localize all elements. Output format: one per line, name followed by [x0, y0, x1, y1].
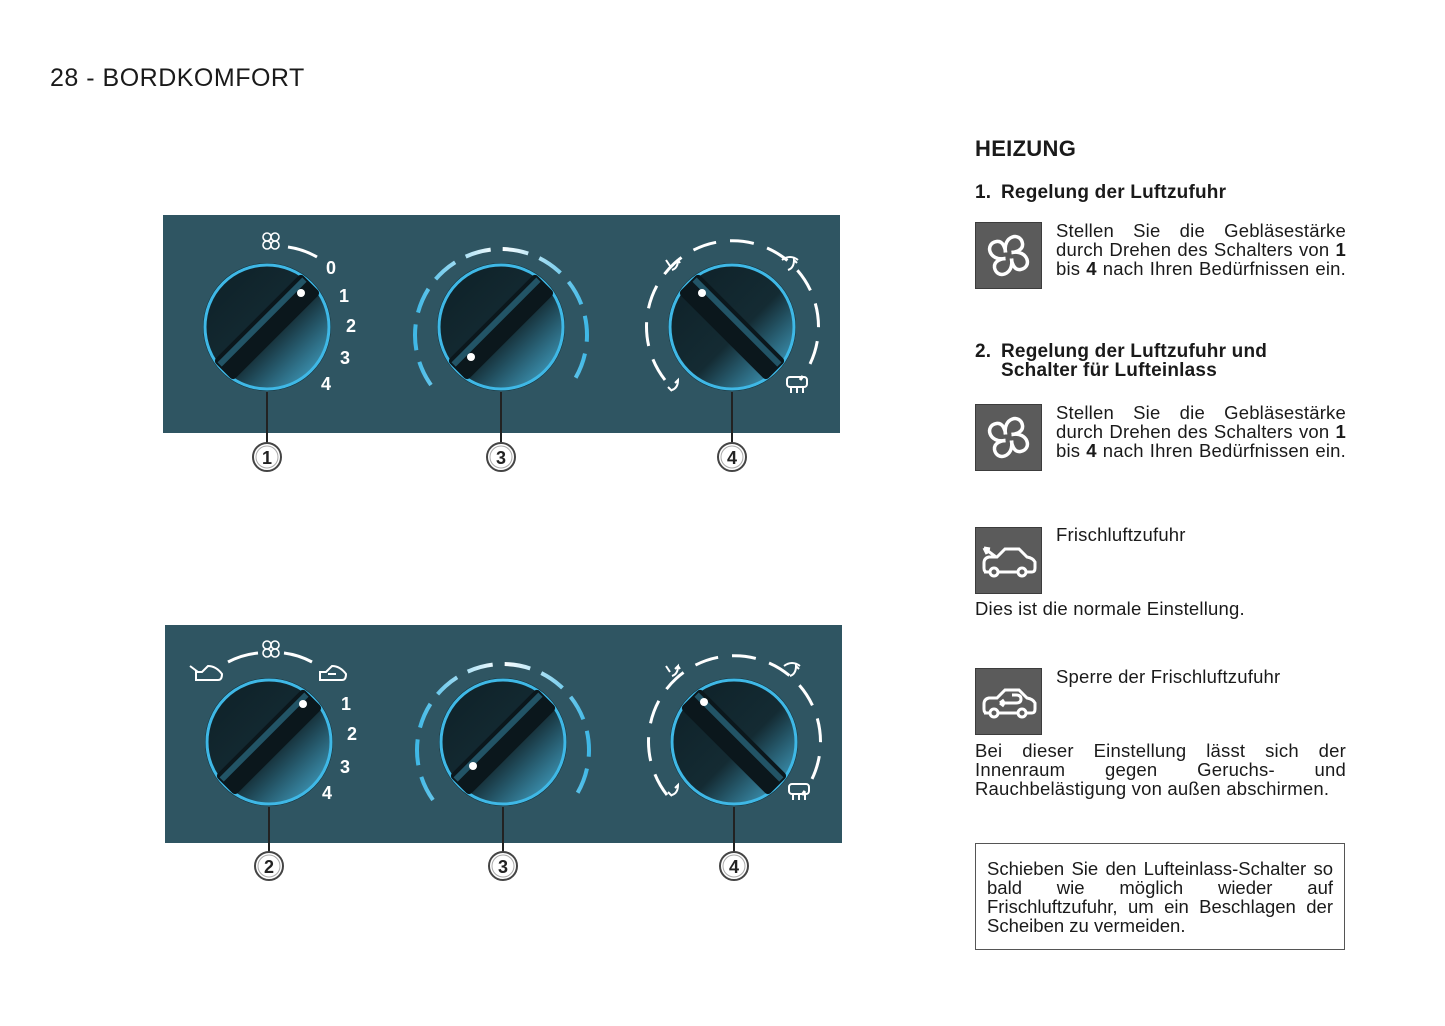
dial1-number-4: 4: [321, 374, 332, 394]
dial2-number-4: 4: [322, 783, 333, 803]
callout-3: [489, 852, 517, 880]
callout-4: [718, 443, 746, 471]
recirculation-label: Sperre der Frischluftzufuhr: [1056, 666, 1281, 687]
callout-3: [487, 443, 515, 471]
subsection-2-text: Stellen Sie die Gebläsestärke durch Drehen des Schalters von 1 bis 4 nach Ihren Bedürfnissen ein.: [1056, 402, 1346, 461]
svg-text:4: 4: [726, 448, 738, 468]
dial1-number-3: 3: [340, 348, 351, 368]
callout-1: [253, 443, 281, 471]
subsection-1-text: Stellen Sie die Gebläsestärke durch Drehen des Schalters von 1 bis 4 nach Ihren Bedürfnissen ein.: [1056, 220, 1346, 279]
subsection-2-heading: 2. Regelung der Luftzufuhr und Schalter für Lufteinlass: [975, 341, 1268, 381]
fresh-air-icon-box: [975, 527, 1042, 594]
dial2-number-3: 3: [340, 757, 351, 777]
fan-icon-box-2: [975, 404, 1042, 471]
fan-icon-box: [975, 222, 1042, 289]
temperature-dial: [437, 263, 565, 391]
section-title: HEIZUNG: [975, 136, 1077, 161]
air-distribution-dial: [668, 263, 796, 391]
temperature-dial: [439, 678, 567, 806]
svg-text:1: 1: [261, 448, 273, 468]
svg-text:3: 3: [495, 448, 507, 468]
fan-speed-dial: [203, 263, 331, 391]
fresh-air-text: Dies ist die normale Einstellung.: [975, 598, 1245, 619]
fresh-air-icon: [976, 528, 1041, 593]
svg-text:2: 2: [263, 857, 275, 877]
heater-panel-figure-top: [160, 212, 845, 492]
recirculation-icon: [976, 669, 1041, 734]
fan-icon: [976, 405, 1041, 470]
dial1-number-1: 1: [339, 286, 350, 306]
callout-4: [720, 852, 748, 880]
page-header: 28 - BORDKOMFORT: [50, 64, 305, 92]
recirculation-icon-box: [975, 668, 1042, 735]
air-distribution-dial: [670, 678, 798, 806]
dial1-number-2: 2: [346, 316, 357, 336]
recirculation-text: Bei dieser Einstellung lässt sich der Innenraum gegen Geruchs- und Rauchbelästigung von außen abschirmen.: [975, 740, 1346, 799]
fan-speed-air-intake-dial: [205, 678, 333, 806]
svg-text:3: 3: [497, 857, 509, 877]
fresh-air-label: Frischluftzufuhr: [1056, 524, 1186, 545]
fan-icon: [976, 223, 1041, 288]
dial1-number-0: 0: [326, 258, 337, 278]
svg-text:4: 4: [728, 857, 740, 877]
callout-2: [255, 852, 283, 880]
note-box: Schieben Sie den Lufteinlass-Schalter so bald wie möglich wieder auf Frischluftzufuhr, um ein Beschlagen der Scheiben zu vermeiden.: [975, 843, 1345, 950]
subsection-1-heading: 1. Regelung der Luftzufuhr: [975, 182, 1227, 203]
dial2-number-2: 2: [347, 724, 358, 744]
dial2-number-1: 1: [341, 694, 352, 714]
heater-panel-figure-bottom: [160, 622, 845, 902]
